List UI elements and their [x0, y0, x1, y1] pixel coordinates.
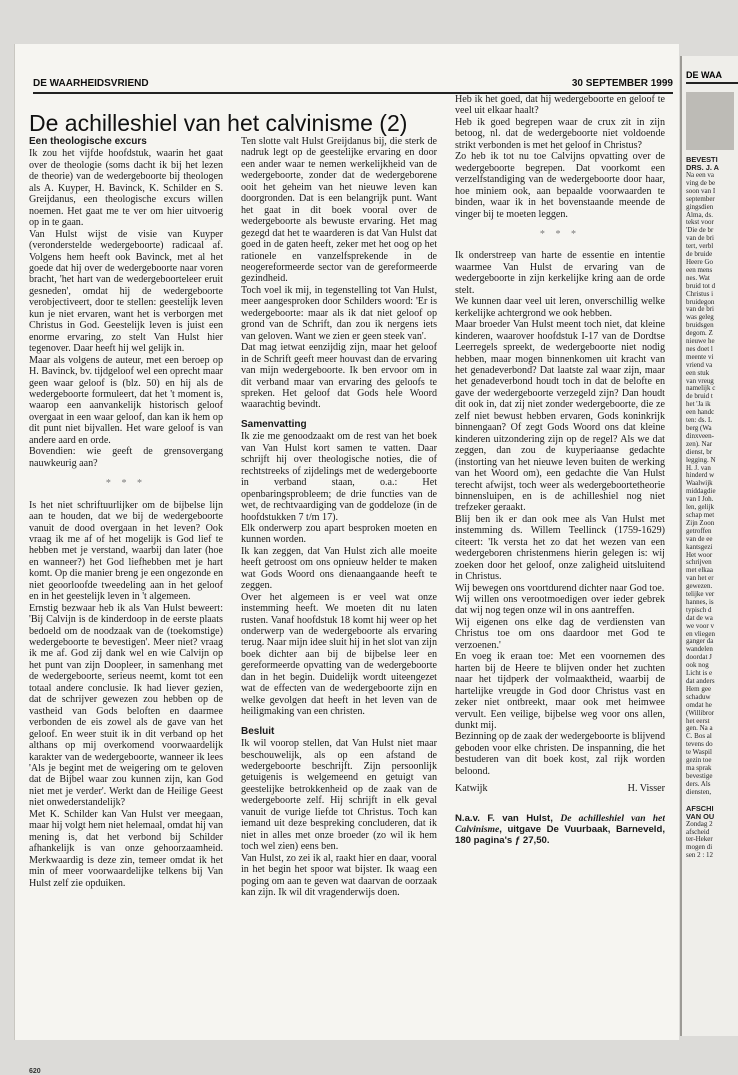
column-1 [29, 136, 223, 1058]
adjacent-text-line: diensten, [686, 787, 712, 796]
page-number: 620 [29, 1068, 41, 1075]
paragraph: Bezinning op de zaak der wedergeboorte is blijvend geboden voor elke christen. De inspanning, die het bestuderen van dit boek kost, zal rijk worden beloond. [455, 731, 665, 777]
adjacent-text-line: dinxveen- [686, 431, 714, 440]
adjacent-text-line: gezin toe [686, 756, 712, 765]
adjacent-text-line: C. Bos al [686, 732, 712, 741]
adjacent-text-line: bruidsgen [686, 321, 714, 330]
adjacent-text-line: was geleg [686, 313, 714, 322]
issue-date: 30 SEPTEMBER 1999 [571, 78, 673, 89]
paragraph: Maar broeder Van Hulst meent toch niet, dat kleine kinderen, waarover hoofdstuk I-17 van de Dordtse Leerregels spreekt, de wedergeboorte niet nodig hebben, maar mogen binnenkomen uit kracht van het genadeverbond? Dat laatste zal waar zijn, maar het genadeverbond houdt toch in dat de belofte en gave der wedergeboorte verzegeld zijn? Dan houdt dit ook in, dat zij niet zonder wedergeboorte, die ze zelf niet bewust hebben ervaren, Gods koninkrijk binnengaan? Of zegt Gods Woord ons dat kleine kinderen uitzondering zijn op de regel? Als we dat zeggen, dan zou de kuyperiaanse gedachte (instorting van het nieuwe leven buiten de werking van het Woord om), een gedachte die Van Hulst terecht afwijst, toch weer als wedergeboortetheorie binnensluipen, en is de achilleshiel nog niet trefzeker geraakt. [455, 319, 665, 514]
adjacent-text-line: namelijk c [686, 384, 716, 393]
paragraph: We kunnen daar veel uit leren, onverschillig welke kerkelijke achtergrond we ook hebben. [455, 296, 665, 319]
adjacent-text-line: bevestige [686, 771, 713, 780]
paragraph: Elk onderwerp zou apart besproken moeten en kunnen worden. [241, 522, 437, 546]
adjacent-text-line: van vreug [686, 376, 714, 385]
paragraph: Toch voel ik mij, in tegenstelling tot Van Hulst, meer aangesproken door Schilders woord: 'Er is wedergeboorte: maar als ik dat niet geloof op grond van de Schrift, dan zou ik nergens iets van geloven. Want we zien er geen steek van'. [241, 284, 437, 342]
adjacent-text-line: nes doet l [686, 344, 713, 353]
article-page [14, 44, 679, 1075]
paragraph: Zo heb ik tot nu toe Calvijns opvatting over de wedergeboorte begrepen. Dat voorkomt een verzelfstandiging van de wedergeboorte door haar, hoe miniem ook, aan bepaalde voorwaarden te binden, waar ik in het bovenstaande meende de vinger bij te moeten leggen. [455, 151, 665, 220]
adjacent-text-line: schap met [686, 510, 715, 519]
paragraph: Wij eigenen ons elke dag de verdiensten van Christus toe om ons daardoor met God te verzoenen.' [455, 616, 665, 651]
adjacent-column [686, 156, 738, 860]
adjacent-text-line: gewezen. [686, 582, 713, 591]
adjacent-text-line: ter-Heker [686, 835, 713, 844]
paragraph: Ik zou het vijfde hoofdstuk, waarin het gaat over de theologie (soms dacht ik bij het lezen de theorie) van de wedergeboorte bij theologen als A. Kuyper, H. Bavinck, K. Schilder en S. Greijdanus, een theologische excurs willen noemen. Het gaat me te ver om hier uitvoerig op in te gaan. [29, 148, 223, 229]
adjacent-text-line: bruid tot d [686, 281, 716, 290]
adjacent-text-line: Zijn Zoon [686, 518, 715, 527]
paragraph: Ernstig bezwaar heb ik als Van Hulst beweert: 'Bij Calvijn is de kinderdoop in de eerste plaats bedoeld om de noodzaak van de (toekomstige) wedergeboorte te bevestigen'. Meer niet? vraag ik me af. God zij dank wel en wie Calvijn op het punt van zijn Doopleer, in samenhang met de wedergeboorte, serieus neemt, komt tot een totaal andere conclusie. Ik had liever gezien, dat de schrijver gewezen zou hebben op de vastheid van Gods beloften en daarmee verbonden de eis zowel als de gave van het geloof. En weer stuit ik in dit verband op het althans op mij overkomend voorwaardelijk karakter van de wedergeboorte, wanneer ik lees 'Als je begint met de weigering om te geloven dat de Bijbel waar zou kunnen zijn, kan God niet met je verder'. Werkt dan de Heilige Geest niet onwederstandelijk? [29, 602, 223, 809]
adjacent-text-line: telijke ver [686, 590, 715, 599]
book-reference-title: De achilleshiel van het Calvinisme [455, 812, 665, 835]
adjacent-text-line: wandelen [686, 645, 713, 654]
adjacent-text-line: dienst, br [686, 447, 713, 456]
paragraph: Ik zie me genoodzaakt om de rest van het boek van Van Hulst kort samen te vatten. Daar schrijft hij over theologische noties, die of rechtstreeks of zijdelings met de wedergeboorte in verband staan, o.a.: Het openbaringsprobleem; de drie functies van de wet, de rechtvaardiging van de goddeloze (in de hoofdstukken 7 t/m 17). [241, 431, 437, 523]
adjacent-text-line: een mens [686, 265, 713, 274]
adjacent-text-line: Zondag 2 [686, 819, 713, 828]
adjacent-text-line: van I Joh. [686, 495, 714, 504]
paragraph: Van Hulst wijst de visie van Kuyper (veronderstelde wedergeboorte) radicaal af. Volgens hem heeft ook Bavinck, met al het goede dat hij over de wedergeboorte naar voren bracht, 'het hart van de wedergeboorteleer eruit gesneden', omdat hij de wedergeboorte verobjectiveert, door te stellen: geestelijk leven kun je niet ervaren, want het is verborgen met Christus in God. Geestelijk leven is juist een enorme ervaring, zo stelt Van Hulst hier tegenover. Daar heeft hij wel gelijk in. [29, 228, 223, 355]
paragraph: Heb ik het goed, dat hij wedergeboorte en geloof te veel uit elkaar haalt? [455, 94, 665, 117]
adjacent-text-line: mogen di [686, 843, 713, 852]
adjacent-text-line: H. J. van [686, 463, 711, 472]
paragraph: Maar als volgens de auteur, met een beroep op H. Bavinck, bv. tijdgeloof wel een oprecht maar geen waar geloof is (blz. 50) en hij als de wedergeboorte formuleert, dat het 't moment is, waarop een aanvankelijk historisch geloof overgaat in een waar geloof, dan kan ik hem op dit punt niet bijvallen. Het ware geloof is van andere aard en orde. [29, 354, 223, 446]
adjacent-text-line: september [686, 194, 715, 203]
adjacent-text-line: nes. Wat [686, 273, 710, 282]
adjacent-text-line: Na een va [686, 171, 714, 179]
adjacent-text-line: een stuk [686, 368, 710, 377]
book-reference-publisher: , uitgave De Vuurbaak, Barneveld, 180 pagina's ƒ 27,50. [455, 823, 665, 846]
adjacent-text-line: ma sprak [686, 763, 712, 772]
adjacent-text-line: vriend va [686, 360, 713, 369]
adjacent-text-line: (Willibror [686, 708, 715, 717]
adjacent-text-line: soon van I [686, 186, 716, 195]
paragraph: Wij willen ons verootmoedigen over ieder gebrek dat wij nog tegen onze wil in ons aantreffen. [455, 594, 665, 617]
adjacent-text-line: middagdie [686, 487, 716, 496]
section-heading: Een theologische excurs [29, 136, 147, 147]
adjacent-text-line: meente vi [686, 352, 714, 361]
running-header [33, 78, 673, 94]
publication-name: DE WAARHEIDSVRIEND [33, 78, 149, 89]
article-title: De achilleshiel van het calvinisme (2) [29, 110, 408, 136]
section-heading: Samenvatting [241, 418, 307, 430]
adjacent-text-line: bruidegon [686, 297, 715, 306]
paragraph: Ik onderstreep van harte de essentie en intentie waarmee Van Hulst de ervaring van de wedergeboorte in zijn kerkelijke kring aan de orde stelt. [455, 250, 665, 296]
signature-author: H. Visser [627, 783, 665, 795]
paragraph: Heb ik goed begrepen waar de crux zit in zijn betoog, nl. dat de wedergeboorte niet voldoende strikt verbonden is met het geloof in Christus? [455, 116, 665, 151]
adjacent-text-line: len, gelijk [686, 503, 714, 512]
paragraph: En voeg ik eraan toe: Met een voornemen des harten bij de Heere te blijven onder het zuchten naar het tijdperk der volmaaktheid, waarbij de hartelijke vreugde in God door Christus vast en zeker niet ontbreekt, maar ook met heimwee vervult. Een veilige, bijbelse weg voor ons allen, dunkt mij. [455, 651, 665, 732]
adjacent-text-line: typisch d [686, 605, 712, 614]
adjacent-heading-line: BEVESTI [686, 155, 718, 164]
adjacent-text-line: doordat J [686, 653, 712, 662]
adjacent-text-line: dat de wa [686, 613, 713, 622]
adjacent-text-line: van de bri [686, 234, 714, 243]
adjacent-text-line: Waalwijk [686, 479, 713, 488]
adjacent-text-line: getroffen [686, 526, 712, 535]
adjacent-text-line: schaduw [686, 692, 711, 701]
adjacent-text-line: kantsgezi [686, 542, 713, 551]
adjacent-text-line: legging. N [686, 455, 716, 464]
adjacent-text-line: Licht is e [686, 669, 713, 678]
adjacent-text-line: berg (Wa [686, 424, 712, 432]
adjacent-text-line: ten: ds. L [686, 416, 713, 425]
book-reference [455, 813, 665, 846]
adjacent-text-line: Christus i [686, 289, 714, 298]
adjacent-text-line: Alma, ds. [686, 210, 714, 219]
adjacent-header: DE WAA [686, 70, 738, 84]
paragraph: Wij bewegen ons voortdurend dichter naar God toe. [455, 582, 665, 594]
adjacent-text-line: te Waspil [686, 748, 712, 757]
adjacent-text-line: tekst voor [686, 218, 714, 227]
adjacent-photo [686, 92, 734, 150]
adjacent-heading-line: AFSCHI [686, 803, 714, 813]
adjacent-text-line: afscheid [686, 827, 710, 836]
adjacent-text-line: zen). Nar [686, 439, 713, 448]
adjacent-text-line: de bruide [686, 250, 713, 259]
paragraph: Bovendien: wie geeft de grensovergang nauwkeurig aan? [29, 446, 223, 469]
adjacent-text-line: het 'Ja ik [686, 400, 711, 409]
adjacent-text-line: van het er [686, 574, 714, 583]
paragraph: Ik wil voorop stellen, dat Van Hulst niet maar beschouwelijk, als op een afstand de wedergeboorte beschrijft. Zijn persoonlijk getuigenis is welgemeend en getuigt van geestelijke betrokkenheid op de zaak van de wedergeboorte zelf. Hij schrijft in elk geval vanuit de vurige liefde tot Christus. Toch kan iemand uit deze bespreking concluderen, dat ik niet in alles met onze broeder (zo wil ik hem toch wel zien) eens ben. [241, 738, 437, 853]
paragraph: Blij ben ik er dan ook mee als Van Hulst met instemming ds. Willem Teellinck (1759-1629) citeert: 'Ik versta het zo dat het wezen van een wedergeboren christenmens hierin gelegen is: wij zoeken door het geloof, onze zaligheid uitsluitend in Christus. [455, 513, 665, 583]
adjacent-text-line: tert, verbl [686, 242, 714, 251]
adjacent-text-line: met elkaa [686, 566, 714, 575]
signature [455, 783, 665, 794]
adjacent-page [680, 56, 738, 1036]
signature-place: Katwijk [455, 783, 488, 795]
adjacent-text-line: Het woor [686, 550, 713, 559]
adjacent-text-line: tevens do [686, 740, 713, 749]
adjacent-text-line: ving de be [686, 178, 716, 187]
section-heading: Besluit [241, 725, 275, 737]
book-reference-author: N.a.v. F. van Hulst, [455, 812, 561, 824]
adjacent-text-line: hannes, is [686, 597, 714, 606]
adjacent-text-line: ganger da [686, 637, 714, 646]
adjacent-text-line: we voor v [686, 621, 714, 630]
paragraph: Ik kan zeggen, dat Van Hulst zich alle moeite heeft getroost om ons opnieuw helder te maken wat Gods Woord ons dienaangaande heeft te zeggen. [241, 545, 437, 592]
adjacent-text-line: hinderd w [686, 471, 715, 480]
adjacent-text-line: nieuwe he [686, 337, 715, 346]
section-divider: * * * [539, 228, 581, 240]
adjacent-heading-line: VAN OU [686, 811, 715, 821]
paragraph: Van Hulst, zo zei ik al, raakt hier en daar, vooral in het begin het spoor wat bijster. Ik waag een poging om aan te geven wat daarvan de oorzaak kan zijn. Ik wil dit vragenderwijs doen. [241, 852, 437, 898]
adjacent-text-line: 'Die de br [686, 226, 714, 235]
paragraph: Ten slotte valt Hulst Greijdanus bij, die sterk de nadruk legt op de geestelijke ervaring en door een ander waar te nemen werkelijkheid van de wedergeboorte, zonder dat de wedergeborene ooit het geheim van het nieuwe leven kan doorgronden. Dat is een belangrijk punt. Want het gaat in dit boek vooral over de wedergeboorte als bewuste ervaring. Het mag gezegd dat het te waarderen is dat Van Hulst dat goed in de gaten heeft, zeker met het oog op het rationele en vanzelfsprekende in de neogereformeerde sector van de gereformeerde gezindheid. [241, 136, 437, 285]
adjacent-text-line: sen 2 : 12 [686, 851, 714, 860]
adjacent-heading-line: DRS. J. A [686, 163, 719, 172]
adjacent-text-line: een handc [686, 408, 715, 417]
adjacent-text-line: degom. Z [686, 329, 713, 338]
adjacent-text-line: schrijven [686, 558, 712, 567]
adjacent-text-line: het eerst [686, 716, 710, 725]
adjacent-text-line: ders. Als [686, 779, 711, 788]
paragraph: Met K. Schilder kan Van Hulst ver meegaan, maar hij volgt hem niet helemaal, omdat hij van mening is, dat het verbond bij Schilder afhankelijk is van onze gehoorzaamheid. Merkwaardig is deze zin, temeer omdat ik het min of meer voorwaardelijke telkens bij Van Hulst zelf zie opduiken. [29, 808, 223, 889]
adjacent-text-line: dat anders [686, 677, 715, 685]
column-3 [455, 94, 665, 1058]
paragraph: Dat mag ietwat eenzijdig zijn, maar het geloof in de Schrift geeft meer houvast dan de ervaring van mijn wedergeboorte. Ik ben ervoor om in dit verband maar van ervaring des geloofs te spreken. Het geloof dat Gods hele Woord waarachtig bevindt. [241, 342, 437, 411]
adjacent-text-line: gen. Na a [686, 724, 713, 733]
adjacent-text-line: van de bri [686, 305, 714, 314]
adjacent-text-line: de bruid t [686, 392, 713, 401]
paragraph: Over het algemeen is er veel wat onze instemming heeft. We moeten dit nu laten rusten. Vanaf hoofdstuk 18 komt hij weer op het onderwerp van de wedergeboorte als ervaring terug. Naar mijn idee sluit hij in het slot van zijn boek dichter aan bij de bijbelse leer en gereformeerde opvatting van de wedergeboorte dan in het begin. Duidelijk wordt uiteengezet wat de effecten van de wedergeboorte zijn en welke gevolgen dat heeft in het leven van de heiligmaking van een christen. [241, 591, 437, 718]
adjacent-text-line: Hem gee [686, 684, 712, 693]
adjacent-text-line: van de ee [686, 534, 713, 543]
section-divider: * * * [105, 478, 147, 490]
adjacent-text-line: ook nog [686, 661, 709, 670]
adjacent-text-line: gingsdien [686, 202, 714, 211]
paragraph: Is het niet schriftuurlijker om de bijbelse lijn aan te houden, dat we bij de wedergeboorte vanuit de dood overgaan in het leven? Ook vraag ik me af of het mogelijk is God lief te hebben met je verstand, waarbij dan later (hoe en wanneer?) het God liefhebben met je hart komt. Op die manier breng je een ongezonde en niet geoorloofde tweedeling aan in het geloof en in het geestelijk leven in 't algemeen. [29, 499, 223, 603]
column-2 [241, 136, 437, 1056]
adjacent-text-line: en vliegen [686, 629, 715, 638]
adjacent-text-line: Heere Go [686, 257, 714, 266]
adjacent-text-line: omdat he [686, 700, 712, 709]
